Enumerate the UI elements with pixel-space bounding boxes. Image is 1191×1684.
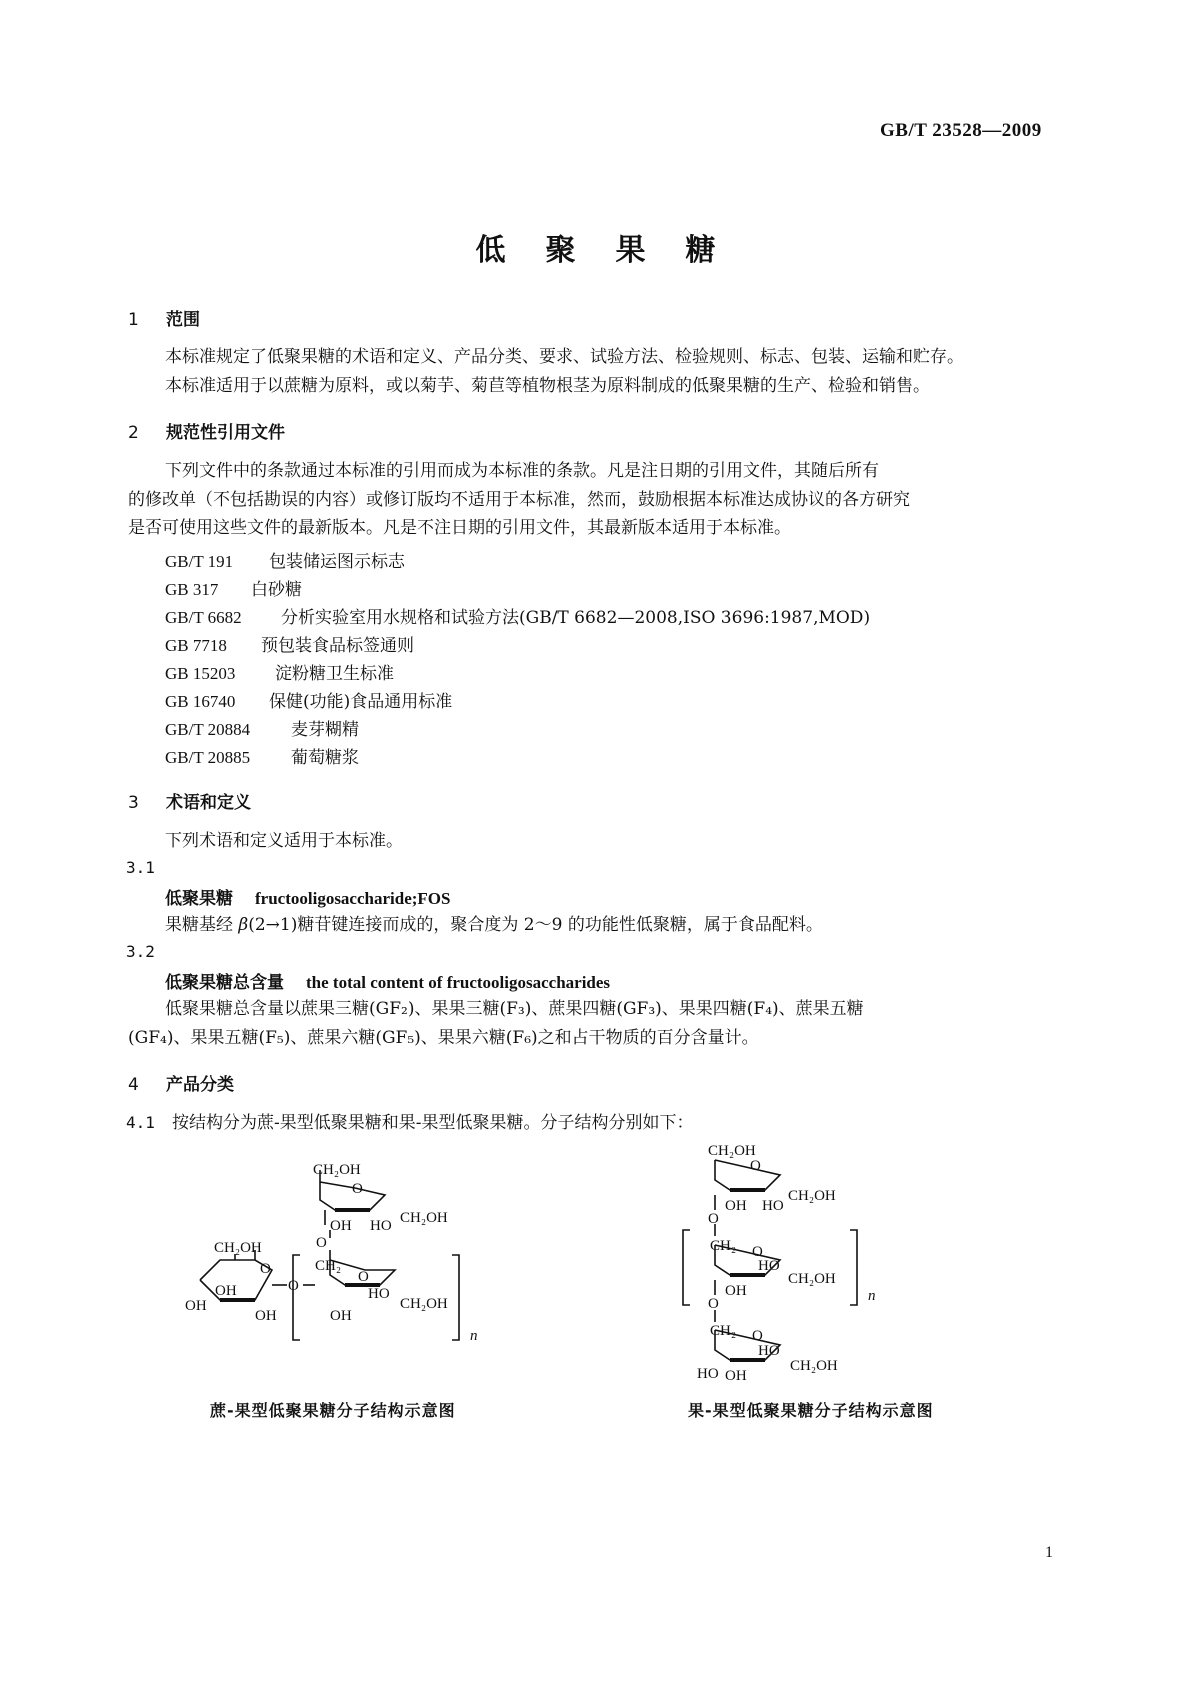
reference-code: GB 16740 [165, 692, 236, 711]
chem-label: HO [758, 1258, 780, 1274]
chem-label: O [288, 1278, 299, 1294]
reference-name: 包装储运图示标志 [269, 552, 405, 572]
chem-label: CH₂OH [214, 1240, 262, 1256]
section-title: 规范性引用文件 [166, 423, 285, 443]
section-title: 产品分类 [166, 1075, 234, 1095]
term-english: the total content of fructooligosaccharides [306, 973, 611, 992]
figure-caption-right: 果-果型低聚果糖分子结构示意图 [688, 1401, 934, 1420]
chem-label: CH₂OH [400, 1210, 448, 1226]
reference-item [165, 631, 414, 656]
chem-label: CH₂OH [790, 1358, 838, 1374]
chem-label: OH [330, 1308, 352, 1324]
clause-text: 按结构分为蔗-果型低聚果糖和果-果型低聚果糖。分子结构分别如下： [172, 1113, 694, 1133]
section-title: 术语和定义 [166, 793, 251, 813]
term-3-2-definition-line-2: (GF₄)、果果五糖(F₅)、蔗果六糖(GF₅)、果果六糖(F₆)之和占干物质的百分含量计。 [128, 1028, 759, 1048]
fructose-type-structure-diagram [680, 1140, 890, 1385]
chem-label: O [708, 1296, 719, 1312]
chem-label: HO [370, 1218, 392, 1234]
chem-label: CH₂OH [708, 1143, 756, 1159]
chem-label: O [316, 1235, 327, 1251]
chem-label: n [868, 1288, 876, 1304]
chem-label: HO [697, 1366, 719, 1382]
reference-item [165, 743, 359, 768]
section-number: 3 [128, 793, 139, 813]
term-3-2 [165, 968, 610, 993]
figure-caption-left: 蔗-果型低聚果糖分子结构示意图 [210, 1401, 456, 1420]
section-number: 2 [128, 423, 139, 443]
chem-label: O [708, 1211, 719, 1227]
reference-name: 麦芽糊精 [291, 720, 359, 740]
term-chinese: 低聚果糖总含量 [165, 973, 284, 993]
chem-label: O [752, 1244, 763, 1260]
beta-symbol: β [238, 915, 249, 935]
section-2-heading [128, 418, 285, 443]
chem-label: HO [368, 1286, 390, 1302]
chem-label: O [260, 1261, 271, 1277]
reference-name: 葡萄糖浆 [291, 748, 359, 768]
reference-item [165, 715, 359, 740]
chem-label: OH [330, 1218, 352, 1234]
chem-label: HO [758, 1343, 780, 1359]
chem-label: OH [725, 1283, 747, 1299]
reference-name: 保健(功能)食品通用标准 [269, 692, 453, 712]
chem-label: HO [762, 1198, 784, 1214]
reference-item [165, 575, 302, 600]
section-number: 4 [128, 1075, 139, 1095]
chem-label: O [752, 1328, 763, 1344]
reference-code: GB 317 [165, 580, 219, 599]
reference-code: GB/T 191 [165, 552, 234, 571]
document-title: 低聚果糖 [475, 233, 756, 268]
section-number: 1 [128, 310, 139, 330]
sucrose-type-structure-diagram [180, 1150, 520, 1350]
clause-3-2-number: 3.2 [126, 942, 155, 961]
reference-code: GB 15203 [165, 664, 236, 683]
s2-paragraph-line-2: 的修改单（不包括勘误的内容）或修订版均不适用于本标准，然而，鼓励根据本标准达成协议的各方研究 [128, 490, 910, 510]
chem-label: OH [725, 1198, 747, 1214]
chem-label: O [352, 1181, 363, 1197]
clause-3-1-number: 3.1 [126, 858, 155, 877]
clause-number: 4.1 [126, 1113, 155, 1132]
chem-label: CH₂OH [788, 1271, 836, 1287]
reference-code: GB/T 20885 [165, 748, 251, 767]
standard-number: GB/T 23528—2009 [880, 120, 1042, 141]
chem-label: O [358, 1269, 369, 1285]
chem-label: CH₂ [710, 1323, 737, 1339]
page-number: 1 [1045, 1544, 1053, 1561]
section-title: 范围 [166, 310, 200, 330]
reference-name: 白砂糖 [251, 580, 302, 600]
section-4-heading [128, 1070, 234, 1095]
term-chinese: 低聚果糖 [165, 889, 233, 909]
definition-prefix: 果糖基经 [165, 915, 239, 935]
clause-4-1 [126, 1108, 694, 1138]
s2-paragraph-line-3: 是否可使用这些文件的最新版本。凡是不注日期的引用文件，其最新版本适用于本标准。 [128, 518, 791, 538]
section-3-heading [128, 788, 251, 813]
reference-code: GB/T 20884 [165, 720, 251, 739]
chem-label: CH₂OH [400, 1296, 448, 1312]
reference-item [165, 547, 405, 572]
chem-label: CH₂ [315, 1258, 342, 1274]
section-1-heading [128, 305, 200, 330]
term-english: fructooligosaccharide;FOS [255, 889, 451, 908]
reference-name: 预包装食品标签通则 [261, 636, 414, 656]
reference-name: 淀粉糖卫生标准 [275, 664, 394, 684]
term-3-2-definition-line-1: 低聚果糖总含量以蔗果三糖(GF₂)、果果三糖(F₃)、蔗果四糖(GF₃)、果果四糖(F₄)、蔗果五糖 [165, 999, 864, 1019]
s1-paragraph-2: 本标准适用于以蔗糖为原料，或以菊芋、菊苣等植物根茎为原料制成的低聚果糖的生产、检验和销售。 [165, 376, 930, 396]
chem-label: OH [255, 1308, 277, 1324]
s2-paragraph-line-1: 下列文件中的条款通过本标准的引用而成为本标准的条款。凡是注日期的引用文件，其随后所有 [165, 461, 879, 481]
chem-label: CH₂ [710, 1238, 737, 1254]
chem-label: OH [185, 1298, 207, 1314]
reference-name: 分析实验室用水规格和试验方法(GB/T 6682—2008,ISO 3696:1987,MOD) [281, 608, 871, 628]
chem-label: CH₂OH [788, 1188, 836, 1204]
reference-code: GB/T 6682 [165, 608, 242, 627]
reference-item [165, 603, 870, 628]
reference-item [165, 687, 452, 712]
s1-paragraph-1: 本标准规定了低聚果糖的术语和定义、产品分类、要求、试验方法、检验规则、标志、包装、运输和贮存。 [165, 347, 964, 367]
term-3-1-definition [165, 910, 823, 940]
reference-code: GB 7718 [165, 636, 227, 655]
chem-label: CH₂OH [313, 1162, 361, 1178]
s3-intro: 下列术语和定义适用于本标准。 [165, 831, 403, 851]
term-3-1 [165, 884, 450, 909]
definition-rest: (2→1)糖苷键连接而成的，聚合度为 2～9 的功能性低聚糖，属于食品配料。 [248, 915, 823, 935]
chem-label: n [470, 1328, 478, 1344]
chem-label: OH [215, 1283, 237, 1299]
reference-item [165, 659, 394, 684]
chem-label: O [750, 1158, 761, 1174]
chem-label: OH [725, 1368, 747, 1384]
